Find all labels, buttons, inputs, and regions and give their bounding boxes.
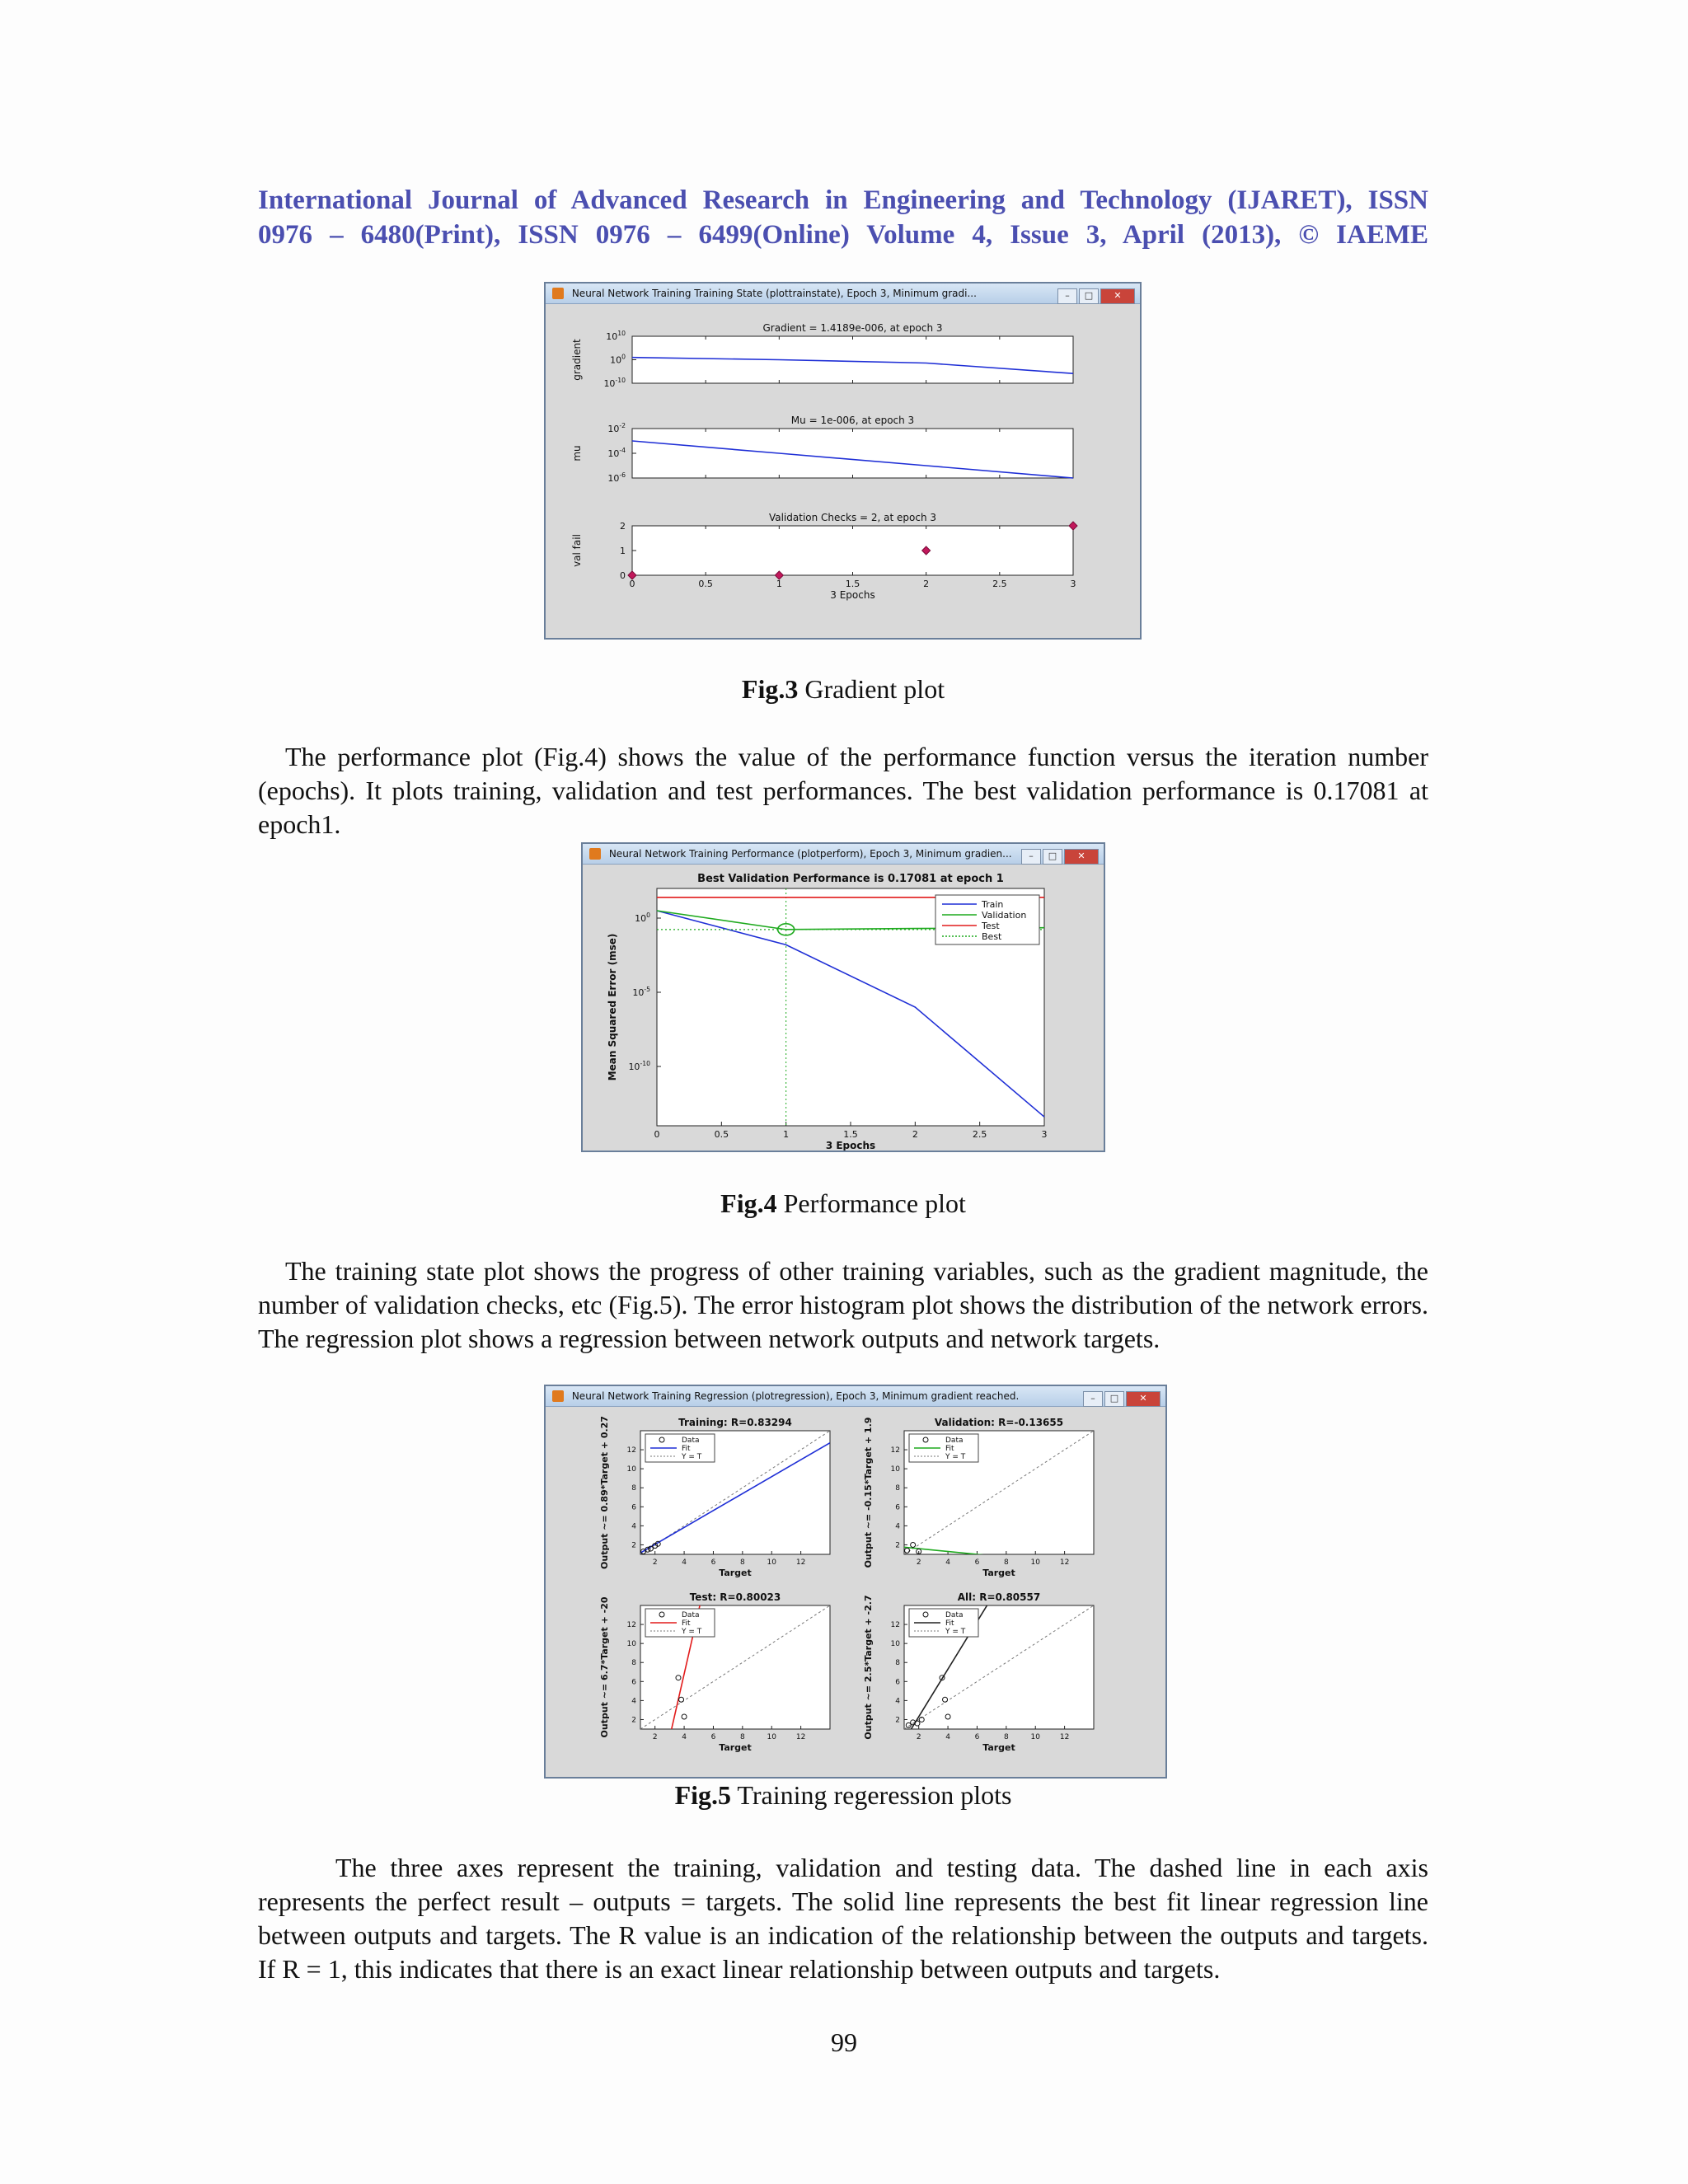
minimize-button[interactable]: – [1083,1391,1103,1407]
fig4-window-title: Neural Network Training Performance (plotperform), Epoch 3, Minimum gradien... [608,848,1012,860]
fig5-legend-yt-0: Y = T [682,1453,702,1461]
fig5-xtick-label-3-2: 6 [974,1733,980,1741]
fig5-ytick-label-0-3: 8 [631,1484,636,1493]
fig5-ytick-label-1-4: 10 [890,1465,900,1474]
journal-header [258,183,1428,252]
fig5-ytick-label-3-2: 6 [895,1678,900,1687]
fig4-legend-label-1: Validation [982,910,1027,921]
fig5-title-3: All: R=0.80557 [957,1591,1041,1603]
close-button[interactable]: ✕ [1126,1391,1160,1407]
fig4-xtick-label-2: 1 [783,1129,790,1140]
fig4-caption-text: Performance plot [776,1188,966,1218]
fig5-xtick-label-2-3: 8 [739,1733,745,1741]
fig5-ytick-label-3-4: 10 [890,1640,900,1649]
fig5-ylabel-2: Output ~= 6.7*Target + -20 [599,1596,610,1738]
fig5-xtick-label-3-5: 12 [1059,1733,1070,1741]
fig3-window [544,282,1142,640]
fig5-ytick-label-0-1: 4 [631,1522,636,1531]
fig5-xtick-label-0-2: 6 [710,1558,716,1567]
close-button[interactable]: ✕ [1064,849,1099,865]
fig3-ylabel-0: gradient [571,339,583,381]
fig5-legend-data-2: Data [682,1611,700,1619]
fig5-xtick-label-0-5: 12 [795,1558,806,1567]
fig5-xtick-label-2-5: 12 [795,1733,806,1741]
fig5-ytick-label-1-2: 6 [895,1503,900,1512]
fig5-ytick-label-3-1: 4 [895,1697,900,1706]
fig3-caption-label: Fig.3 [741,674,799,704]
fig3-ylabel-2: val fail [571,534,583,567]
fig4-legend-label-0: Train [982,899,1004,910]
fig5-xtick-label-1-4: 10 [1030,1558,1040,1567]
fig5-ytick-label-3-3: 8 [895,1659,900,1668]
fig5-xtick-label-3-1: 4 [945,1733,950,1741]
maximize-button[interactable]: □ [1104,1391,1124,1407]
fig3-xtick-label-4: 2 [923,579,930,589]
fig5-title-1: Validation: R=-0.13655 [934,1417,1064,1428]
fig5-xtick-label-1-1: 4 [945,1558,950,1567]
fig4-xtick-label-6: 3 [1041,1129,1048,1140]
fig5-ytick-label-1-5: 12 [890,1446,900,1455]
fig5-legend-fit-3: Fit [945,1619,954,1628]
fig3-panel-title-0: Gradient = 1.4189e-006, at epoch 3 [762,322,943,334]
paragraph-1: The performance plot (Fig.4) shows the value of the performance function versus the iteration number (epochs). It plots training, validation and test performances. The best validation performance is 0.17081 at epoch1. [258,742,1428,839]
fig5-ytick-label-2-3: 8 [631,1659,636,1668]
fig3-xtick-label-5: 2.5 [992,579,1007,589]
fig5-ytick-label-0-2: 6 [631,1503,636,1512]
fig5-window [544,1385,1167,1779]
fig3-ytick-label-2-2: 2 [620,521,626,532]
fig4-caption-label: Fig.4 [720,1188,777,1218]
fig5-xtick-label-1-3: 8 [1003,1558,1009,1567]
fig5-legend-fit-1: Fit [945,1445,954,1453]
maximize-button[interactable]: □ [1043,849,1062,865]
fig3-panel-title-2: Validation Checks = 2, at epoch 3 [768,512,937,523]
fig5-ylabel-0: Output ~= 0.89*Target + 0.27 [599,1416,610,1569]
minimize-button[interactable]: – [1021,849,1041,865]
fig3-ytick-label-0-2: $10^{-10}$ [603,377,626,389]
fig5-xlabel-1: Target [982,1568,1015,1578]
fig3-caption-text: Gradient plot [798,674,945,704]
fig5-xtick-label-2-1: 4 [682,1733,687,1741]
fig5-legend-yt-1: Y = T [945,1453,966,1461]
fig3-window-title: Neural Network Training Training State (plottrainstate), Epoch 3, Minimum gradi... [571,288,977,299]
fig3-ytick-label-2-0: 0 [620,570,626,581]
fig5-title-2: Test: R=0.80023 [689,1591,781,1603]
fig4-xlabel: 3 Epochs [825,1140,876,1151]
fig5-ytick-label-3-0: 2 [895,1716,900,1725]
fig5-ytick-label-2-1: 4 [631,1697,636,1706]
fig5-legend-fit-0: Fit [682,1445,691,1453]
close-button[interactable]: ✕ [1100,288,1135,304]
fig4-window [581,842,1105,1152]
fig5-ytick-label-1-1: 4 [895,1522,900,1531]
fig4-xtick-label-5: 2.5 [972,1129,987,1140]
fig3-axes-1 [632,429,1073,478]
fig3-ytick-label-1-0: $10^{-2}$ [607,422,626,434]
fig4-ytick-label-1: $10^{-5}$ [632,986,650,998]
fig5-ytick-label-1-0: 2 [895,1541,900,1550]
fig5-ylabel-3: Output ~= 2.5*Target + -2.7 [863,1595,874,1740]
fig5-xtick-label-0-3: 8 [739,1558,745,1567]
fig5-legend-data-1: Data [945,1436,964,1445]
fig5-xlabel-3: Target [982,1742,1015,1753]
maximize-button[interactable]: □ [1079,288,1099,304]
fig3-caption [258,674,1428,705]
fig4-titlebar [583,844,1104,865]
fig5-caption-label: Fig.5 [674,1780,731,1810]
fig4-xtick-label-1: 0.5 [714,1129,729,1140]
fig4-title: Best Validation Performance is 0.17081 at epoch 1 [697,873,1004,885]
fig5-xtick-label-2-2: 6 [710,1733,716,1741]
fig4-xtick-label-4: 2 [912,1129,918,1140]
page-number: 99 [831,2027,857,2057]
paragraph-3: The three axes represent the training, validation and testing data. The dashed line in each axis represents the perfect result – outputs = targets. The solid line represents the best fit linear regression line between outputs and targets. The R value is an indication of the relationship between the outputs and targets. If R = 1, this indicates that there is an exact linear relationship between outputs and targets. [258,1853,1428,1984]
fig5-ylabel-1: Output ~= -0.15*Target + 1.9 [863,1417,874,1568]
fig3-xtick-label-6: 3 [1070,579,1076,589]
fig5-ytick-label-0-0: 2 [631,1541,636,1550]
paragraph-2: The training state plot shows the progress of other training variables, such as the gradient magnitude, the number of validation checks, etc (Fig.5). The error histogram plot shows the distribution of the network errors. The regression plot shows a regression between network outputs and network targets. [258,1256,1428,1353]
fig3-chart [546,303,1140,638]
fig3-xlabel: 3 Epochs [830,589,875,601]
fig4-ytick-label-0: $10^0$ [635,912,650,924]
fig4-ylabel: Mean Squared Error (mse) [607,933,618,1081]
fig5-caption-text: Training regeression plots [731,1780,1012,1810]
fig5-xtick-label-2-4: 10 [767,1733,776,1741]
fig3-ytick-label-0-1: $10^0$ [610,353,626,366]
fig5-xtick-label-1-5: 12 [1059,1558,1070,1567]
fig5-ytick-label-3-5: 12 [890,1621,900,1630]
fig5-ytick-label-0-5: 12 [626,1446,636,1455]
fig5-titlebar [546,1386,1165,1407]
fig5-legend-fit-2: Fit [682,1619,691,1628]
fig3-xtick-label-1: 0.5 [698,579,713,589]
fig5-chart [546,1406,1165,1777]
fig5-xtick-label-3-0: 2 [916,1733,921,1741]
header-line-2: 0976 – 6480(Print), ISSN 0976 – 6499(Online) Volume 4, Issue 3, April (2013), © IAEME [258,220,1428,250]
fig5-point-2-0 [673,1601,678,1605]
fig4-legend-label-3: Best [982,931,1002,942]
fig4-xtick-label-3: 1.5 [843,1129,858,1140]
fig3-xtick-label-3: 1.5 [845,579,860,589]
fig5-window-title: Neural Network Training Regression (plotregression), Epoch 3, Minimum gradient reached. [571,1390,1020,1402]
fig4-caption [258,1188,1428,1219]
fig5-legend-data-0: Data [682,1436,700,1445]
fig5-xtick-label-0-0: 2 [652,1558,658,1567]
fig5-xtick-label-2-0: 2 [652,1733,658,1741]
fig5-legend-yt-2: Y = T [682,1628,702,1636]
fig5-xtick-label-1-0: 2 [916,1558,921,1567]
fig5-ytick-label-2-2: 6 [631,1678,636,1687]
fig5-xtick-label-0-1: 4 [682,1558,687,1567]
fig5-xtick-label-1-2: 6 [974,1558,980,1567]
fig5-xtick-label-3-4: 10 [1030,1733,1040,1741]
minimize-button[interactable]: – [1057,288,1077,304]
fig5-ytick-label-2-4: 10 [626,1640,636,1649]
fig3-titlebar [546,284,1140,304]
fig5-legend-data-3: Data [945,1611,964,1619]
fig5-caption [258,1780,1428,1811]
matlab-icon [589,848,601,860]
fig5-xlabel-2: Target [719,1742,752,1753]
fig5-title-0: Training: R=0.83294 [678,1417,792,1428]
fig5-ytick-label-0-4: 10 [626,1465,636,1474]
fig3-xtick-label-2: 1 [776,579,782,589]
fig3-axes-0 [632,336,1073,383]
fig3-xtick-label-0: 0 [629,579,635,589]
fig5-ytick-label-2-0: 2 [631,1716,636,1725]
fig4-chart [583,864,1104,1151]
fig3-ytick-label-1-1: $10^{-4}$ [607,447,626,459]
fig5-ytick-label-2-5: 12 [626,1621,636,1630]
fig4-ytick-label-2: $10^{-10}$ [628,1060,650,1072]
fig4-xtick-label-0: 0 [654,1129,660,1140]
fig5-xtick-label-0-4: 10 [767,1558,776,1567]
header-line-1: International Journal of Advanced Research in Engineering and Technology (IJARET), ISSN [258,185,1428,215]
fig4-legend-label-2: Test [982,921,1000,931]
fig3-axes-2 [632,526,1073,575]
fig5-legend-yt-3: Y = T [945,1628,966,1636]
fig5-xtick-label-3-3: 8 [1003,1733,1009,1741]
fig3-ylabel-1: mu [571,445,583,462]
fig3-ytick-label-0-0: $10^{10}$ [606,330,626,342]
matlab-icon [552,288,564,299]
fig5-xlabel-0: Target [719,1568,752,1578]
fig3-panel-title-1: Mu = 1e-006, at epoch 3 [790,415,915,426]
fig3-ytick-label-2-1: 1 [620,546,626,556]
fig3-ytick-label-1-2: $10^{-6}$ [607,471,626,484]
matlab-icon [552,1390,564,1402]
fig5-ytick-label-1-3: 8 [895,1484,900,1493]
